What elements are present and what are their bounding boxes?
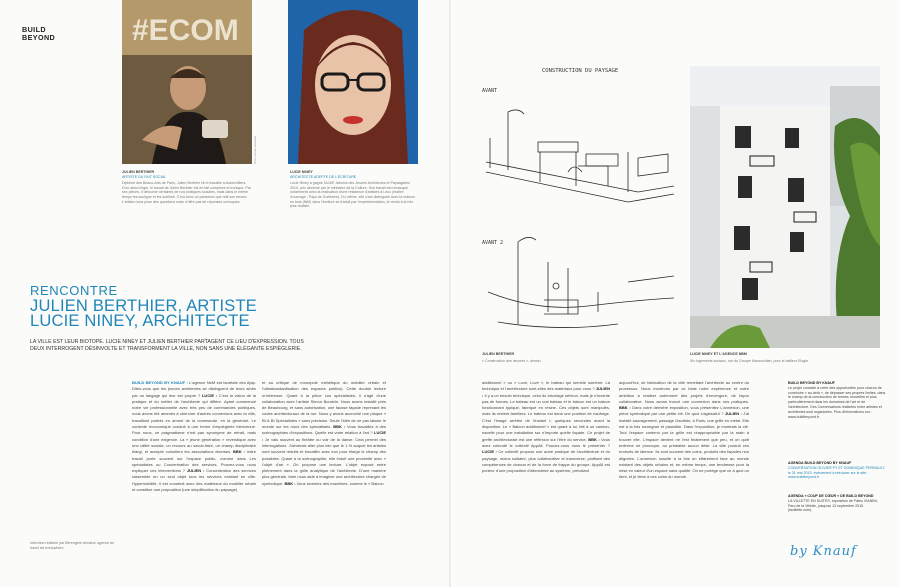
- body-text: Vous avez cofondé le collectif AppAll. Pouvez-vous nous le présenter ?: [482, 436, 610, 448]
- sidebar-agenda: [788, 461, 886, 480]
- lucie-name: LUCIE NINEY: [290, 170, 313, 174]
- body-text: Vous travaillez à des scénographies d'expositions. Quelle est votre relation à l'art ?: [262, 424, 386, 436]
- body-text: Concentration des services rassemble en un seul objet tous les services existant en ville. Hypermobilité, il est construit avec des matériaux du mobilier urbain et constitue une proposition (une simplification du paysage): [132, 468, 257, 493]
- column-2: [262, 380, 386, 487]
- speaker-label: LUCIE :: [482, 449, 499, 455]
- brand-line1: BUILD: [22, 25, 46, 34]
- column-paragraph: [262, 380, 386, 487]
- speaker-label: JULIEN :: [724, 411, 744, 417]
- sidebar-build-beyond: [788, 381, 886, 419]
- column-paragraph: [132, 380, 256, 493]
- sketch-label-a: AVANT: [482, 88, 498, 94]
- speaker-label: BBK :: [588, 436, 602, 442]
- body-text: L'agence NeM est lauréate des Ajap. Dites-vous que les jeunes architectes se distinguent de leurs aînés par un langage qui leur est propre ?: [132, 380, 257, 398]
- speaker-label: BBK :: [233, 449, 247, 455]
- column-1: [132, 380, 256, 493]
- lucie-caption: [290, 170, 418, 209]
- building-photo: [690, 66, 880, 348]
- building-caption-text: Six logements sociaux, rue du Groupe Manouchian, pour le bailleur Elogie.: [690, 358, 810, 363]
- sidebar-block2-text: CONVERSATION OLIVIER PY ET DOMINIQUE PERRAULT, le 31 mai 2015. événement à retrouver sur le site : www.buildbeyond.fr: [788, 465, 886, 480]
- body-text: Ce collectif propose une autre pratique de l'architecture et du paysage, moins solitaire, plus collaborative et transverse, profitant des compétences de chacun et de la force de frappe du groupe. AppAll est porteur d'une proposition d'alternative au système, prévalant: [482, 449, 610, 474]
- speaker-label: JULIEN :: [482, 386, 610, 398]
- body-text: et sa critique de monopole esthétique du mobilier urbain et l'ultrastandardisation des espaces publics). Cette double lecture m'intéresse. Quant à la pièce Les spécialistes, il s'agit d'une collaboration avec l'artiste Simon Boudvin. Nous avons installé près de Beaubourg, et sans autorisation, une fausse façade reprenant les codes architecturaux de la rue. Nous y avons accroché une plaque « Bt & Bt Spécialistes » sans précision. Seule l'idée de ne pas laisser le monde sur les murs des spécialistes.: [262, 380, 386, 430]
- body-text: Dans votre dernière exposition, vous présentiez L'annexion, une pièce symbolique par une petite clé. De quoi s'agissait-il ?: [619, 405, 749, 417]
- speaker-label: JULIEN :: [186, 468, 207, 474]
- sidebar-block1-title: BUILD BEYOND BY KNAUF: [788, 381, 835, 385]
- body-text: Vous inventez des machines, comme le « Balcon: [296, 480, 384, 486]
- column-paragraph: [619, 380, 749, 481]
- column-3: [482, 380, 610, 474]
- julien-photo-credit: Photo Nicolas Demeulier: [254, 135, 257, 164]
- sidebar-block3-title: AGENDA « COUP DE CŒUR » DE BUILD BEYOND: [788, 494, 874, 498]
- lucie-bio: Lucie Niney a gagné l'AJAP, Albums des Jeunes Architectes et Paysagistes 2010, prix décerné par le ministère de la Culture. Son travail est remarqué notamment avec la réalisation d'une résidence d'artistes à Leux (maître d'ouvrage : Pays de Guillestre). Du même, elle s'est distinguée avec la maison en bois (NiM) dans l'écriture se traduit par l'expérimentation, le rendu à la fois plus réaliste.: [290, 181, 415, 209]
- building-caption-name: LUCIE NINEY ET L'AGENCE NBM: [690, 352, 747, 356]
- speaker-label: LUCIE :: [262, 430, 386, 442]
- sketch-label-b: AVANT 2: [482, 240, 504, 246]
- wall-graffiti: #ECOM: [132, 14, 239, 47]
- body-text: Je vais souvent au théâtre ou voir de la danse. Cela permet des interrogations. J'aimerais aller plus loin que le 1 % auquel les artistes sont souvent réduits et travailler avec eux pour élargir le champ des possibles. Quant à la scénographie, elle induit une proximité avec « l'objet d'art ». On propose une lecture. L'objet exposé entre pleinement dans la grille analytique de l'architecte. D'une manière plus générale, faire nous aide à imaginer une architecture chargée de symbolique.: [262, 436, 386, 486]
- knauf-signature: by Knauf: [790, 544, 857, 559]
- body-text: Il y a un besoin technique, celui du bricolage sérieux, mais je n'invente pas de formes. Le bateau est un vrai bateau et le balcon est un balcon fonctionnant typique, fabriqué en résine. Ces objets sont manipulés, mais ils restent familiers. Le bateau est dans une position de naufrage. C'est l'image arrêtée de l'instant t, quelques secondes avant la disparition. Le « Balcon additionnel » est quant à lui, fait à un camion-nacelle pour une installation sur n'importe quelle façade. Ce projet de greffe architecturale est une réflexion sur l'être du service.: [482, 392, 610, 442]
- sidebar-block1-text: Le projet consiste à créer des opportunités pour chacun de construire « au-delà », de dépasser ses propres limites, dans le champ de la construction de formes nouvelles et plus particulièrement dans les domaines de l'art et de l'architecture. Des Conversations réalisées entre artistes et architectes sont organisées. Plus d'informations sur : www.buildbeyond.fr: [788, 385, 886, 419]
- sketch-drawing: [478, 62, 678, 348]
- page-gutter: [449, 0, 451, 587]
- julien-name: JULIEN BERTHIER: [122, 170, 155, 174]
- body-text: additionnel » ou « Love, Love », le bateau qui semble sombrer. La technique et l'architecture sont-elles des matériaux pour vous ?: [482, 380, 610, 392]
- body-text: C'est la vision de la pratique et du métier de l'architecte qui diffère. Ayant commencé notre vie professionnelle avec très peu de commandes publiques, nous avons été amenés à chercher d'autres connexions avec la ville, travaillant parfois en amont de la commande, en la générant. Le contexte économique conduit à une forme d'espièglerie bienvenue. Pour nous, ce pragmatisme n'est pas synonyme de retrait, mais condition d'une exigence. La « jeune génération » revendique avec une utilité sociale, un recours au savoir-faire, un champ disciplinaire élargi, et accepte volontiers les associations diverses.: [132, 392, 256, 455]
- julien-bio: Diplômé des Beaux-Arts de Paris, Julien Berthier vit et travaille à Aubervilliers. D'un abord léger, le travail de Julien Berthier est en fait complexe et ironique. Par ses pièces, il détourne certaines de nos pratiques sociales, mais dans le même temps les souligne et les sublime. C'est donc un paradoxe que relit son œuvre. L'artiste nous pose des questions mais n'offre pas de réponses univoques.: [122, 181, 251, 204]
- sketch-heading: CONSTRUCTION DU PAYSAGE: [542, 68, 619, 74]
- speaker-label: BBK :: [619, 405, 633, 411]
- body-text: Votre travail porte souvent sur l'espace public, comme dans Les spécialistes ou Concentration des services. Pouvez-vous nous expliquer ces interventions ?: [132, 449, 256, 474]
- sidebar-block3-text: LA VILLETTE EN SUITES, exposition de Fabio VIANINI, Parc de la Villette, jusqu'au 13 septembre 2015 (lavillette.com).: [788, 498, 878, 513]
- lucie-role: ARCHITECTE ADEPTE DE L'ÉCRITURE: [290, 174, 357, 179]
- speaker-label: BUILD BEYOND BY KNAUF :: [132, 380, 190, 385]
- column-paragraph: [482, 380, 610, 474]
- sketch-caption: [482, 352, 602, 363]
- column-4: [619, 380, 749, 481]
- julien-role: ARTISTE DU FAIT SOCIAL: [122, 174, 167, 179]
- sketch-caption-name: JULIEN BERTHIER: [482, 352, 515, 356]
- julien-portrait-photo: [122, 0, 252, 164]
- body-text: aujourd'hui, de fabrication de la ville remettant l'architecte au centre du processus. Nous montrons par ce biais notre expérience et notre ambition à réaliser autrement des projets d'envergure, de façon collaborative. Nous avons trouvé une connexion dans nos pratiques.: [619, 380, 749, 404]
- sidebar-block2-title: AGENDA BUILD BEYOND BY KNAUF: [788, 461, 852, 465]
- interviewer-caption: Interview réalisée par Bérengère Armand, agence de travel art everywhere.: [30, 541, 115, 550]
- sidebar-coup-de-coeur: [788, 494, 886, 513]
- body-text: J'ai installé sauvagement, passage Gauthier, à Paris, une grille en métal. Elle est à la fois incongrue et plausible. Dans l'exposition, je montrais la clé. Tout l'espace contenu par la grille est réappropriable par la main à trouver elle. L'espace devient ne l'est finalement que peu, et on quitt enferme ne provoque, au préalable aucun désir. La ville produit ces endroits de latence. Ils sont souvent des coins, produits des façades non alignées. L'annexion suscite à la fois un effarement face au monde existant des objets urbains et, en même temps, une tendresse pour la mise en valeur d'un espace sans qualité. On ne protège que ce à quoi on tient, et je tiens à ces coins du monde.: [619, 411, 749, 480]
- build-beyond-logo: [22, 26, 55, 42]
- sketch-caption-text: « Construction des œuvres », dessin.: [482, 358, 542, 363]
- building-caption: [690, 352, 860, 363]
- lucie-portrait-photo: [288, 0, 418, 164]
- speaker-label: LUCIE :: [201, 392, 219, 398]
- speaker-label: BBK :: [284, 480, 297, 486]
- article-title: [30, 299, 257, 329]
- article-lead: LA VILLE EST LEUR BIOTOPE. LUCIE NINEY ET JULIEN BERTHIER PARTAGENT CE LIEU D'EXPRESSION. TOUS DEUX INTERROGENT DÉSINVOLTE ET TRANSFORMENT LA VILLE, NON SANS UNE ÉLÉGANTE ESPIÈGLERIE.: [30, 339, 304, 352]
- title-line-2: LUCIE NINEY, ARCHITECTE: [30, 312, 250, 330]
- title-line-1: JULIEN BERTHIER, ARTISTE: [30, 297, 257, 315]
- speaker-label: BBK :: [333, 424, 348, 430]
- article-kicker: RENCONTRE: [30, 283, 118, 298]
- julien-caption: [122, 170, 252, 204]
- brand-line2: BEYOND: [22, 33, 56, 42]
